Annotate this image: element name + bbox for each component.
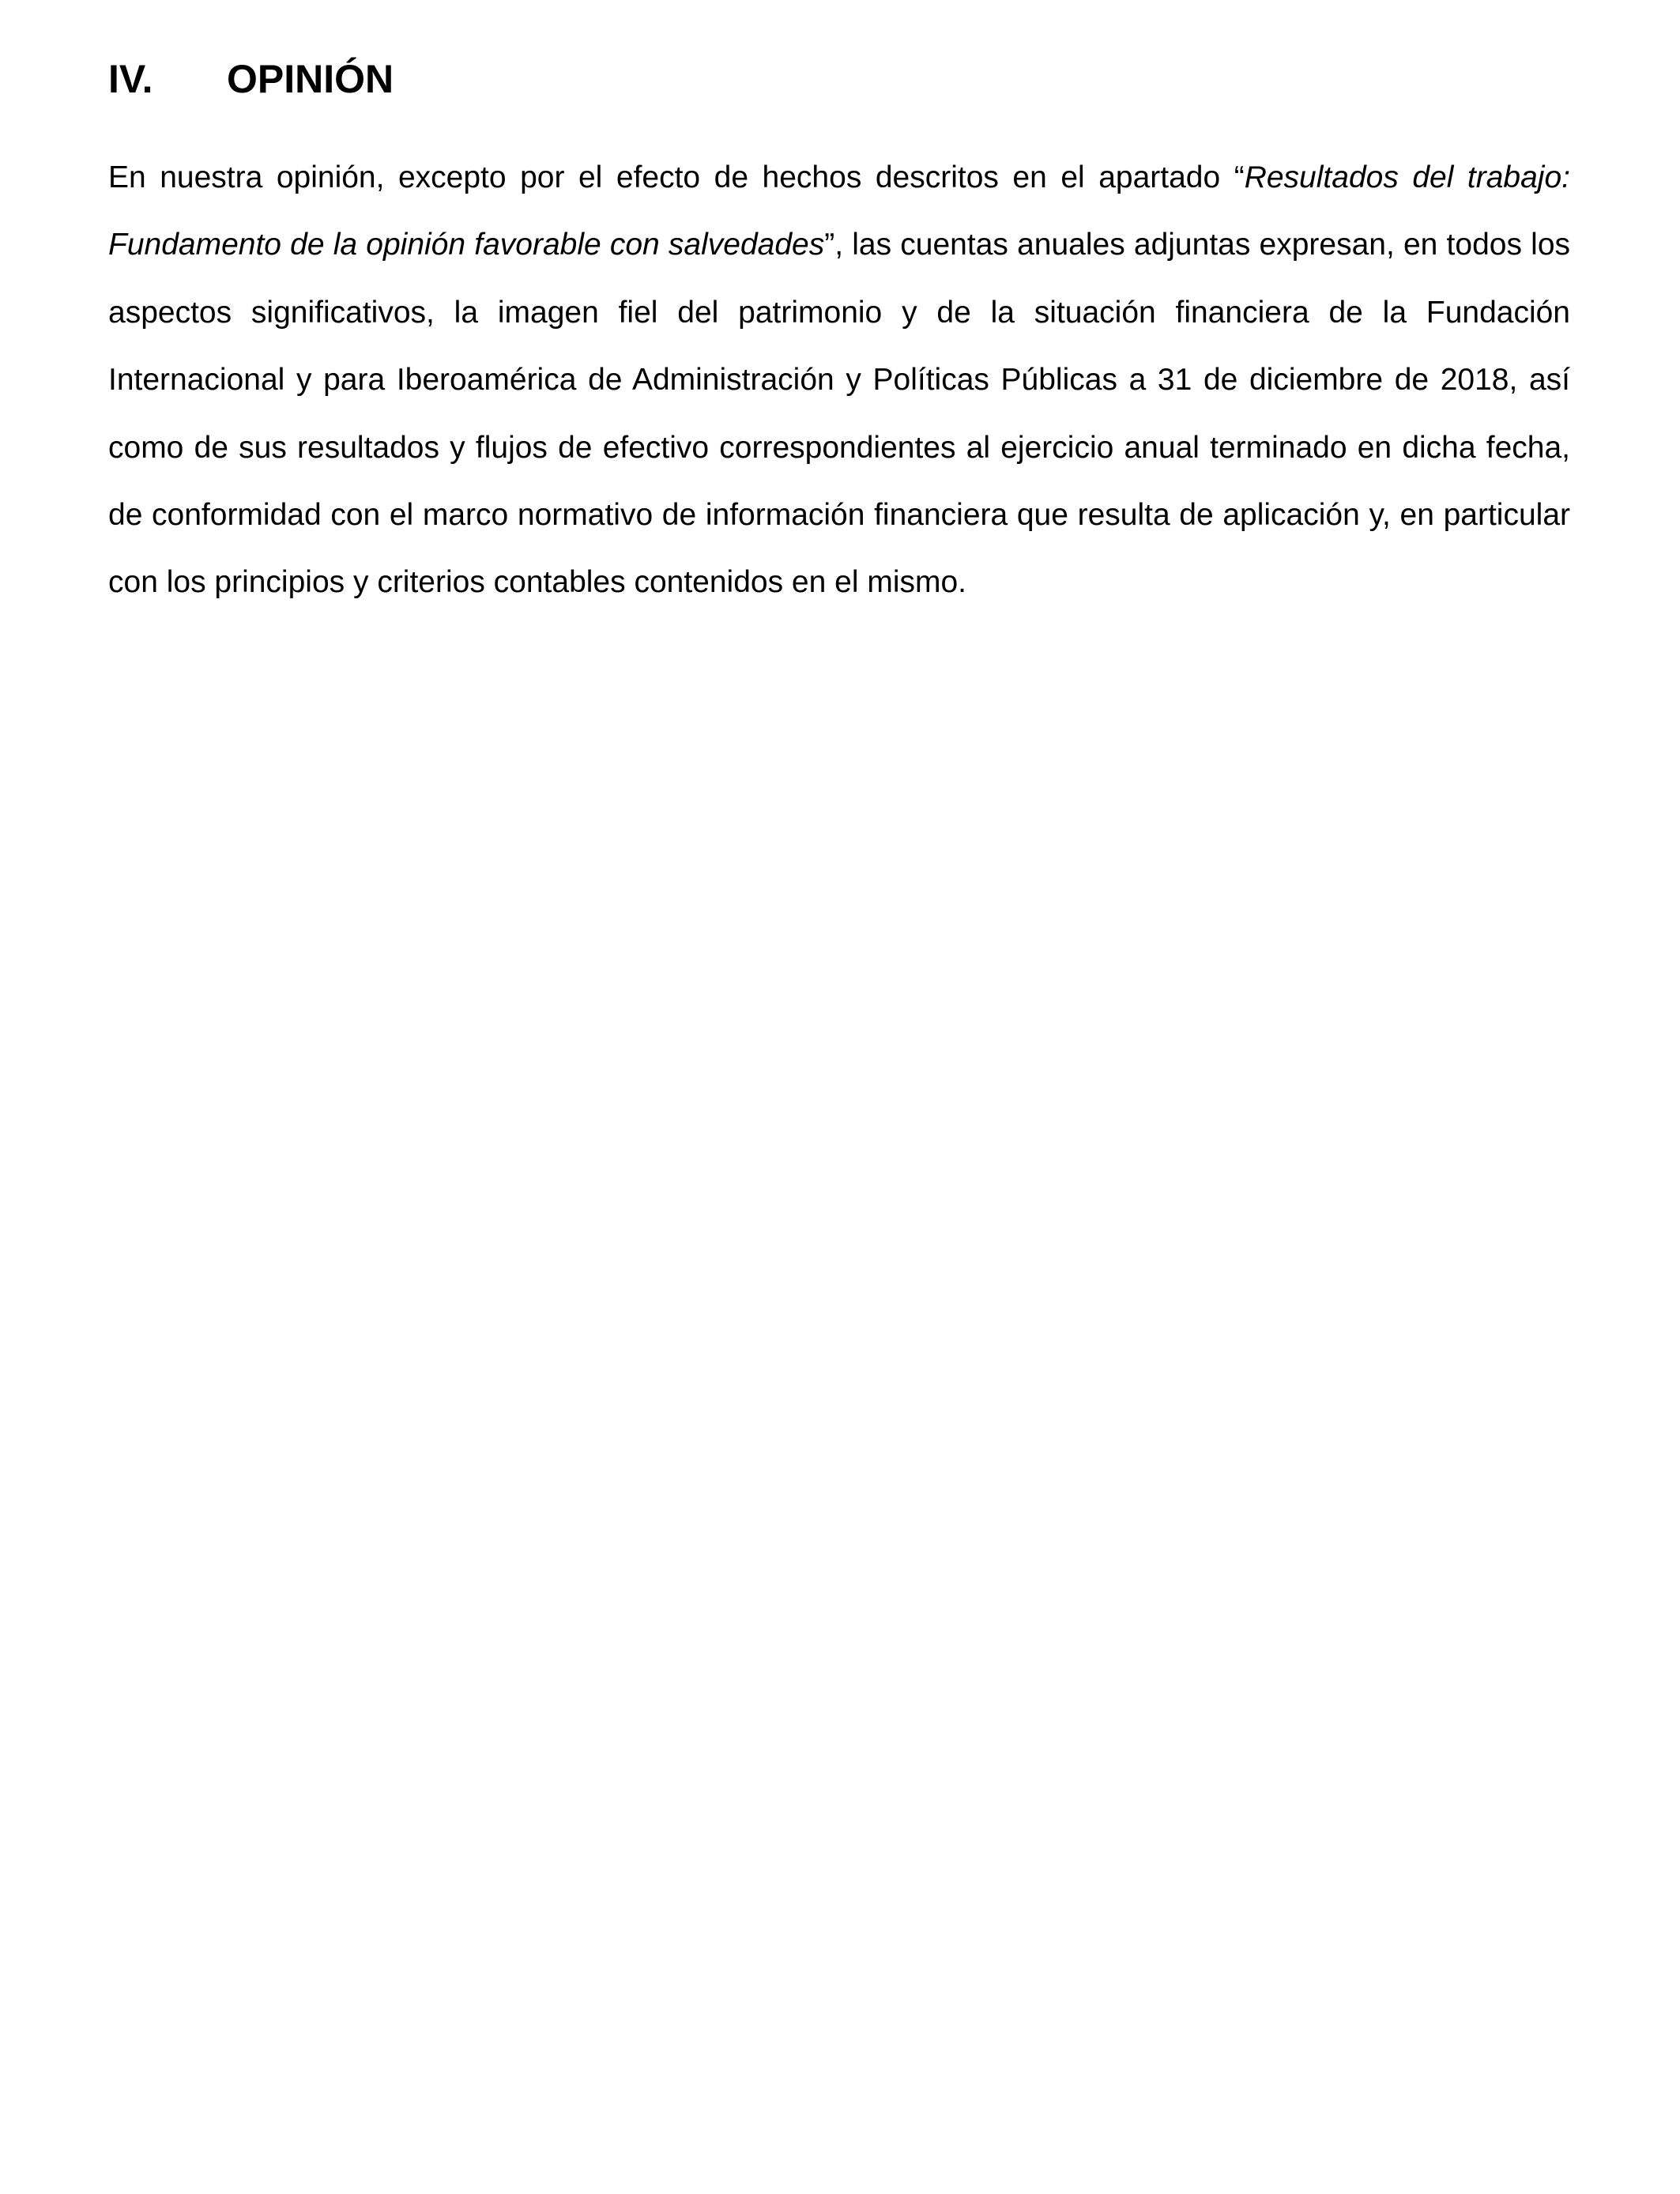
section-number: IV. <box>108 57 153 101</box>
opinion-paragraph <box>108 144 1570 616</box>
paragraph-intro: En nuestra opinión, excepto por el efecto de hechos descritos en el apartado “ <box>108 160 1245 194</box>
section-heading <box>108 47 394 111</box>
paragraph-body: ”, las cuentas anuales adjuntas expresan, en todos los aspectos significativos, la imagen fiel del patrimonio y de la situación financiera de la Fundación Internacional y para Iberoamérica de Administración y Políticas Públicas a 31 de diciembre de 2018, así como de sus resultados y flujos de efectivo correspondientes al ejercicio anual terminado en dicha fecha, de conformidad con el marco normativo de información financiera que resulta de aplicación y, en particular con los principios y criterios contables contenidos en el mismo. <box>108 228 1571 600</box>
section-title: OPINIÓN <box>227 57 394 101</box>
italic-reference: Resultados del trabajo: Fundamento de la opinión favorable con salvedades <box>108 160 1570 262</box>
